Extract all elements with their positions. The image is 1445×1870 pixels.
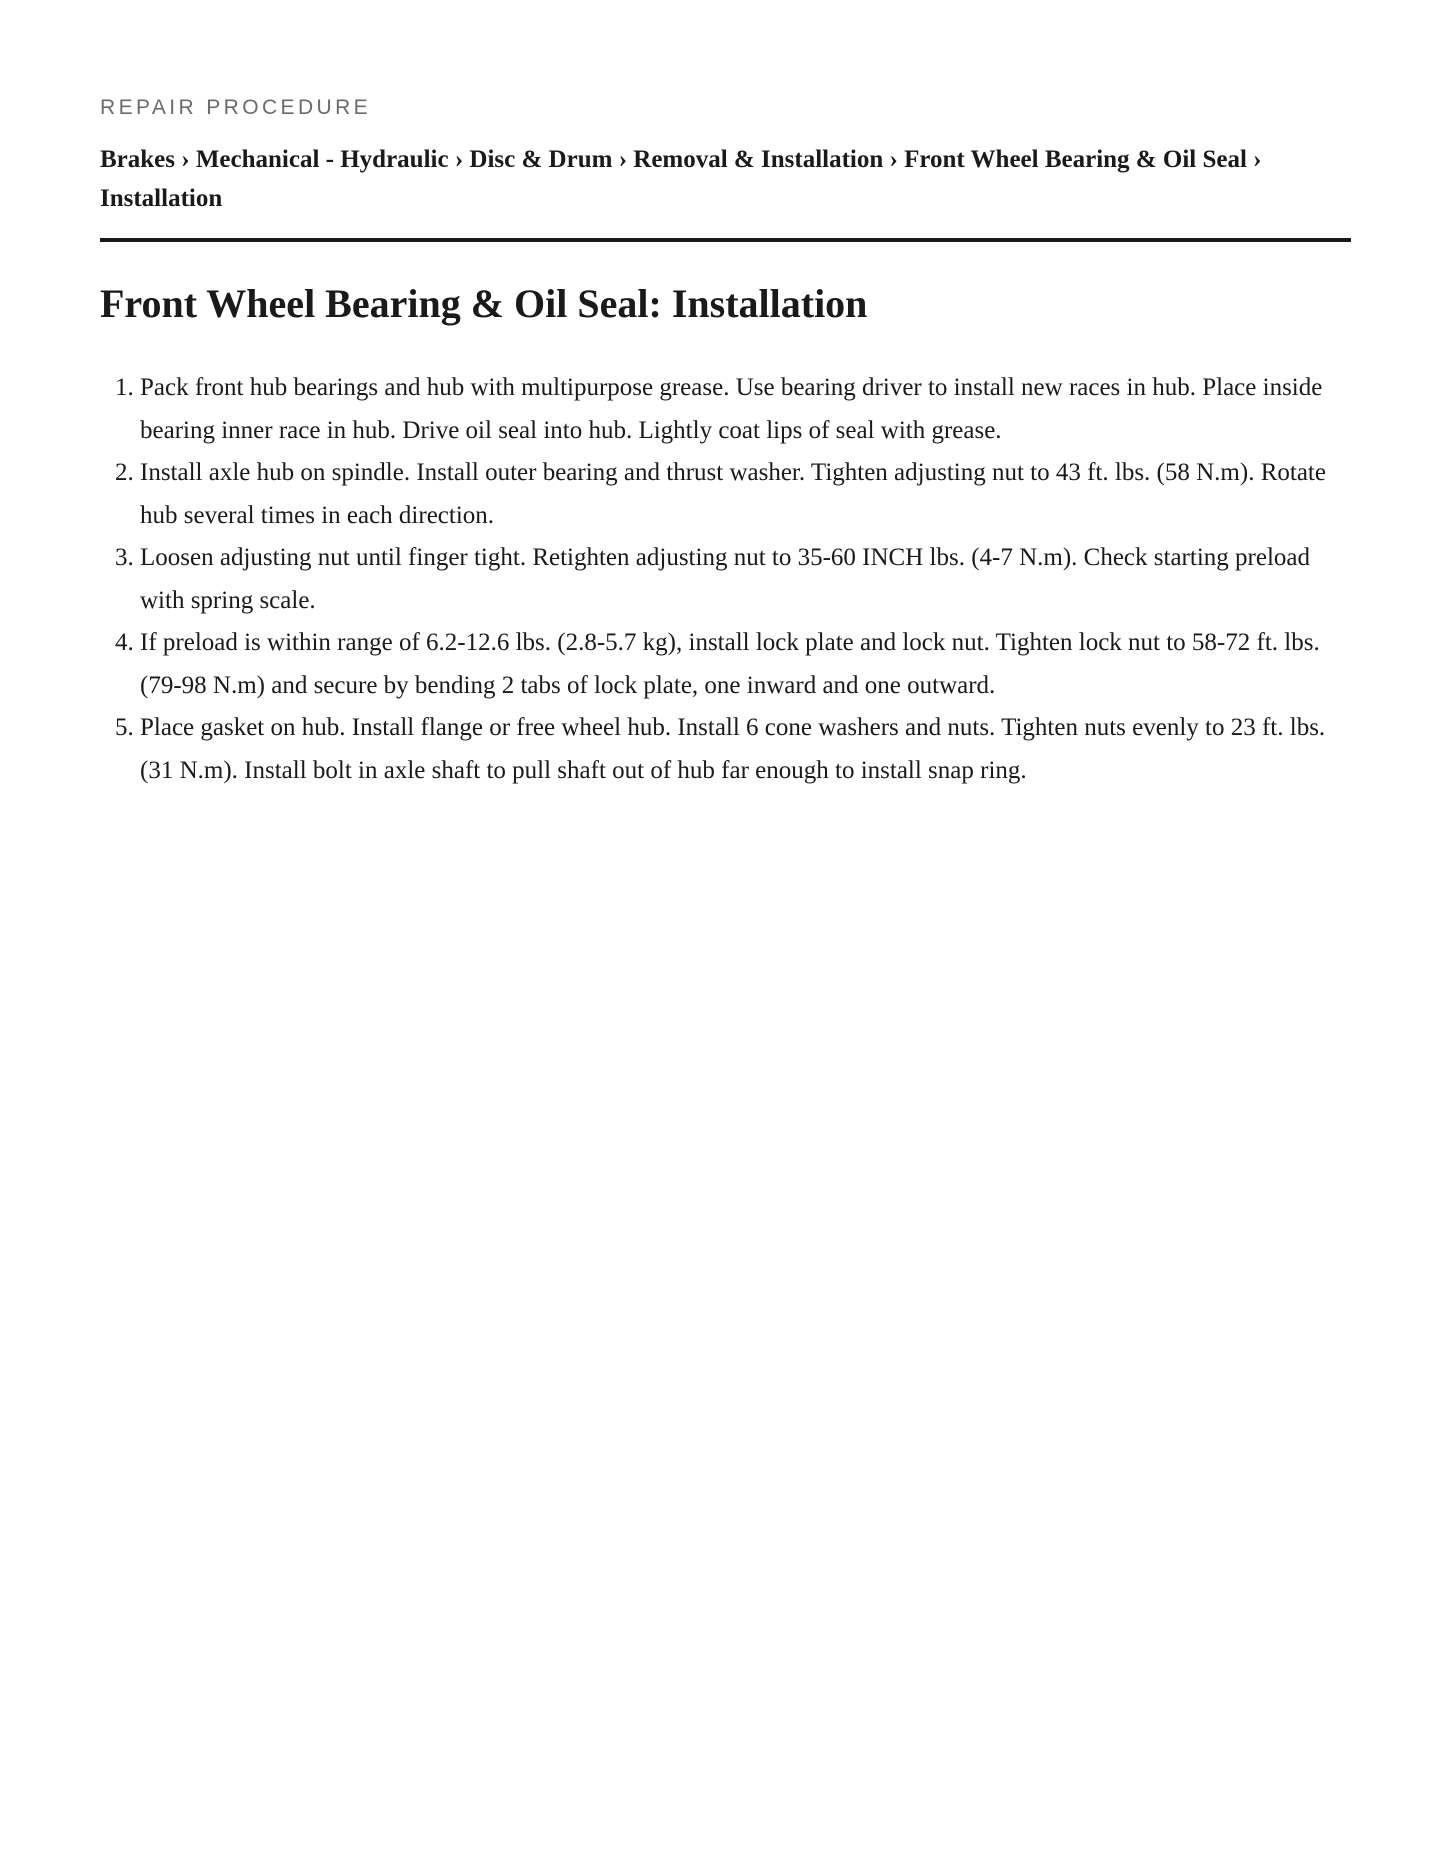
breadcrumb-item-removal-installation[interactable]: Removal & Installation (633, 146, 884, 173)
breadcrumb-separator: › (181, 146, 190, 173)
breadcrumb-separator: › (889, 146, 898, 173)
procedure-step-2: 2. Install axle hub on spindle. Install outer bearing and thrust washer. Tighten adjusting nut to 43 ft. lbs. (58 N.m). Rotate hub several times in each direction. (140, 452, 1351, 537)
breadcrumb (100, 140, 1351, 242)
section-label: REPAIR PROCEDURE (100, 96, 372, 119)
breadcrumb-item-installation: Installation (100, 185, 223, 212)
page-title: Front Wheel Bearing & Oil Seal: Installation (100, 281, 868, 326)
breadcrumb-item-mechanical-hydraulic[interactable]: Mechanical - Hydraulic (195, 146, 449, 173)
procedure-step-5: 5. Place gasket on hub. Install flange or free wheel hub. Install 6 cone washers and nuts. Tighten nuts evenly to 23 ft. lbs. (31 N.m). Install bolt in axle shaft to pull shaft out of hub far enough to install snap ring. (140, 707, 1351, 792)
procedure-step-3: 3. Loosen adjusting nut until finger tight. Retighten adjusting nut to 35-60 INCH lbs. (4-7 N.m). Check starting preload with spring scale. (140, 537, 1351, 622)
procedure-step-1: 1. Pack front hub bearings and hub with multipurpose grease. Use bearing driver to install new races in hub. Place inside bearing inner race in hub. Drive oil seal into hub. Lightly coat lips of seal with grease. (140, 367, 1351, 452)
procedure-steps-list (100, 367, 1351, 792)
breadcrumb-separator: › (1253, 146, 1262, 173)
breadcrumb-item-disc-drum[interactable]: Disc & Drum (469, 146, 613, 173)
breadcrumb-separator: › (618, 146, 628, 173)
procedure-step-4: 4. If preload is within range of 6.2-12.6 lbs. (2.8-5.7 kg), install lock plate and lock nut. Tighten lock nut to 58-72 ft. lbs. (79-98 N.m) and secure by bending 2 tabs of lock plate, one inward and one outward. (140, 622, 1351, 707)
breadcrumb-item-front-wheel-bearing-oil-seal[interactable]: Front Wheel Bearing & Oil Seal (904, 146, 1247, 173)
breadcrumb-item-brakes[interactable]: Brakes (100, 146, 175, 173)
breadcrumb-separator: › (454, 146, 464, 173)
